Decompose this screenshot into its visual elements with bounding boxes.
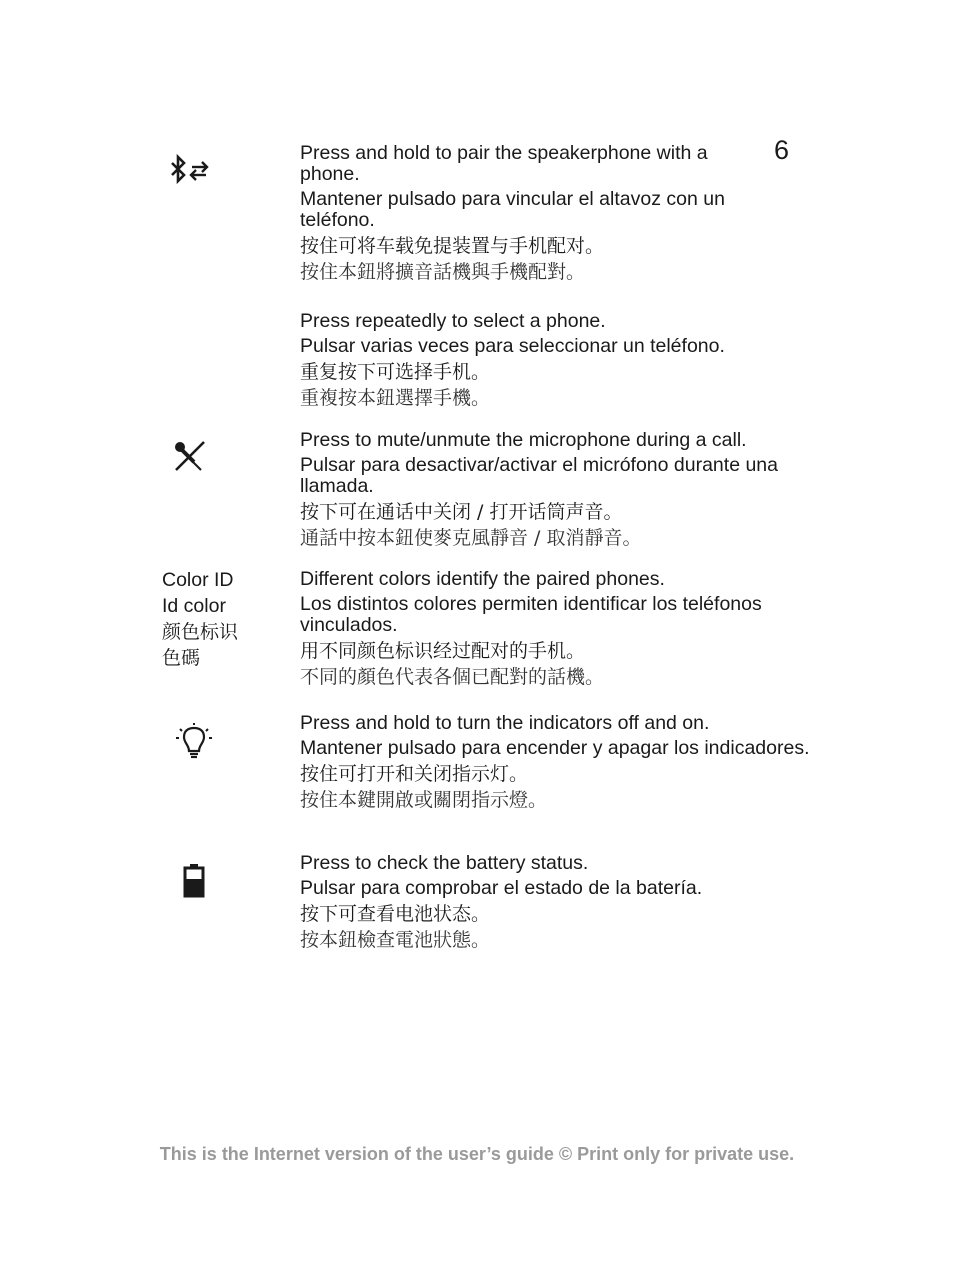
color-id-label-zh-traditional: 色碼 [162,647,201,669]
color-id-zh-simplified: 用不同颜色标识经过配对的手机。 [300,640,586,662]
battery-zh-traditional: 按本鈕檢查電池狀態。 [300,929,491,951]
mute-instruction-en: Press to mute/unmute the microphone during a call. [300,429,747,451]
pair-instruction-es: Mantener pulsado para vincular el altavoz con un teléfono. [300,188,725,231]
microphone-mute-icon [168,438,218,478]
select-phone-es: Pulsar varias veces para seleccionar un teléfono. [300,335,725,357]
color-id-zh-traditional: 不同的顏色代表各個已配對的話機。 [300,666,605,688]
select-phone-zh-simplified: 重复按下可选择手机。 [300,361,491,383]
page-number: 6 [774,135,790,165]
select-phone-zh-traditional: 重複按本鈕選擇手機。 [300,387,491,409]
battery-icon [182,863,232,903]
footer-notice: This is the Internet version of the user’s guide © Print only for private use. [159,1144,795,1164]
color-id-label-en: Color ID [162,569,234,591]
mute-instruction-zh-traditional: 通話中按本鈕使麥克風靜音 / 取消靜音。 [300,527,642,549]
mute-instruction-es: Pulsar para desactivar/activar el micrófono durante una llamada. [300,454,778,497]
battery-zh-simplified: 按下可查看电池状态。 [300,903,491,925]
bluetooth-pair-icon [168,153,218,193]
color-id-labels [162,567,238,671]
color-id-label-es: Id color [162,595,226,617]
color-id-en: Different colors identify the paired phones. [300,568,665,590]
pair-instruction-zh-traditional: 按住本鈕將擴音話機與手機配對。 [300,261,586,283]
pair-instruction-zh-simplified: 按住可将车载免提装置与手机配对。 [300,235,605,257]
select-phone-en: Press repeatedly to select a phone. [300,310,606,332]
mute-instruction-zh-simplified: 按下可在通话中关闭 / 打开话筒声音。 [300,501,623,523]
battery-en: Press to check the battery status. [300,852,589,874]
pair-instruction-en: Press and hold to pair the speakerphone with a phone. [300,142,708,185]
color-id-label-zh-simplified: 颜色标识 [162,621,239,643]
light-bulb-icon [176,723,226,763]
battery-es: Pulsar para comprobar el estado de la batería. [300,877,703,899]
indicators-en: Press and hold to turn the indicators off and on. [300,712,710,734]
indicators-zh-simplified: 按住可打开和关闭指示灯。 [300,763,529,785]
indicators-es: Mantener pulsado para encender y apagar los indicadores. [300,737,810,759]
color-id-es: Los distintos colores permiten identificar los teléfonos vinculados. [300,593,762,636]
indicators-zh-traditional: 按住本鍵開啟或關閉指示燈。 [300,789,548,811]
